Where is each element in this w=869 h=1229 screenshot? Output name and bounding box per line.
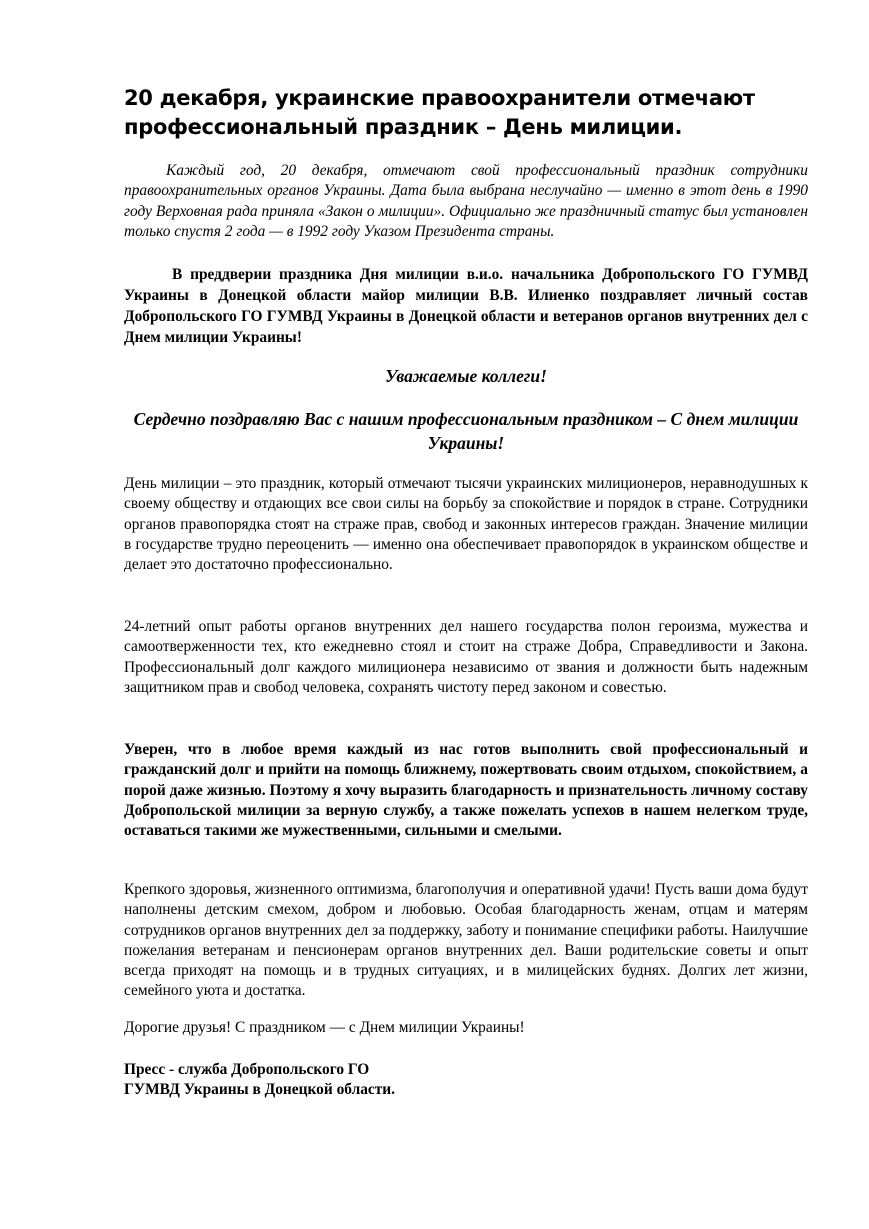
body-paragraph-bold: Уверен, что в любое время каждый из нас готов выполнить свой профессиональный и гражданский долг и прийти на помощь ближнему, пожертвовать своим отдыхом, спокойствием, а порой даже жизнью. Поэтому я хочу выразить благодарность и признательность личному составу Добропольской милиции за верную службу, а также пожелать успехов в нашем нелегком труде, оставаться такими же мужественными, сильными и смелыми. [124,741,808,840]
closing-line: Дорогие друзья! С праздником — с Днем милиции Украины! [124,1019,525,1036]
body-paragraph: 24-летний опыт работы органов внутренних дел нашего государства полон героизма, мужества и самоотверженности тех, кто ежедневно стоял и стоит на страже Добра, Справедливости и Закона. Профессиональный долг каждого милиционера независимо от звания и должности быть надежным защитником прав и свобод человека, сохранять чистоту перед законом и совестью. [124,618,808,696]
greeting-line: Уважаемые коллеги! [385,366,547,386]
congratulation-line: Сердечно поздравляю Вас с нашим профессиональным праздником – С днем милиции Украины! [133,409,799,453]
body-paragraph: Крепкого здоровья, жизненного оптимизма, благополучия и оперативной удачи! Пусть ваши дома будут наполнены детским смехом, добром и любовью. Особая благодарность женам, отцам и матерям сотрудников органов внутренних дел за поддержку, заботу и понимание специфики работы. Наилучшие пожелания ветеранам и пенсионерам органов внутренних дел. Ваши родительские советы и опыт всегда приходят на помощь и в трудных ситуациях, и в милицейских буднях. Долгих лет жизни, семейного уюта и достатка. [124,881,808,1000]
intro-paragraph: Каждый год, 20 декабря, отмечают свой профессиональный праздник сотрудники правоохранительных органов Украины. Дата была выбрана неслучайно — именно в этот день в 1990 году Верховная рада приняла «Закон о милиции». Официально же праздничный статус был установлен только спустя 2 года — в 1992 году Указом Президента страны. [124,162,808,240]
announcement-paragraph: В преддверии праздника Дня милиции в.и.о. начальника Добропольского ГО ГУМВД Украины в Донецкой области майор милиции В.В. Илиенко поздравляет личный состав Добропольского ГО ГУМВД Украины в Донецкой области и ветеранов органов внутренних дел с Днем милиции Украины! [124,266,808,346]
document-title: 20 декабря, украинские правоохранители отмечают профессиональный праздник – День милиции. [124,86,755,139]
signature-line: Пресс - служба Добропольского ГО [124,1061,370,1078]
signature-line: ГУМВД Украины в Донецкой области. [124,1081,396,1098]
body-paragraph: День милиции – это праздник, который отмечают тысячи украинских милиционеров, неравнодушных к своему обществу и отдающих все свои силы на борьбу за спокойствие и порядок в стране. Сотрудники органов правопорядка стоят на страже прав, свобод и законных интересов граждан. Значение милиции в государстве трудно переоценить — именно она обеспечивает правопорядок в украинском обществе и делает это достаточно профессионально. [124,475,808,574]
